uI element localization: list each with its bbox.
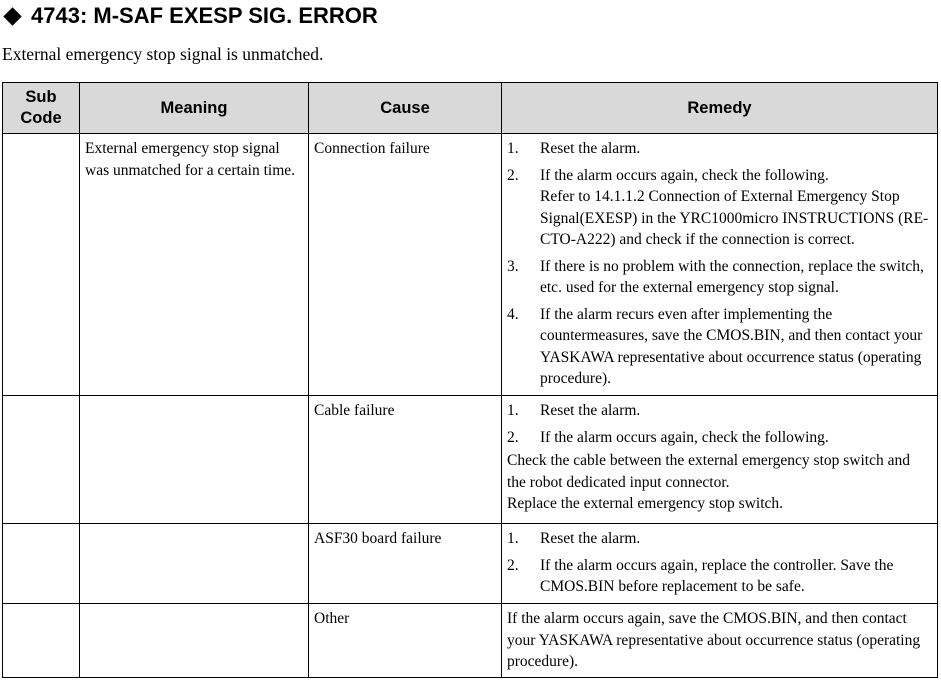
column-header-remedy: Remedy xyxy=(502,83,938,134)
remedy-step: 2. If the alarm occurs again, check the following. xyxy=(507,428,829,446)
remedy-cell xyxy=(502,524,938,604)
remedy-cell xyxy=(502,134,938,396)
remedy-steps xyxy=(507,138,932,390)
remedy-step: 1. Reset the alarm. xyxy=(507,530,641,547)
table-header-row xyxy=(3,83,938,134)
remedy-note: Check the cable between the external emergency stop switch and the robot dedicated input connector. xyxy=(507,452,910,491)
table-row xyxy=(3,604,938,678)
remedy-step: 2. If the alarm occurs again, replace the controller. Save the CMOS.BIN before replacement to be safe. xyxy=(507,556,894,595)
remedy-step: 2. If the alarm occurs again, check the following. Refer to 14.1.1.2 Connection of External Emergency Stop Signal(EXESP) in the YRC1000micro INSTRUCTIONS (RE-CTO-A222) and check if the connection is correct. xyxy=(507,166,929,248)
sub-code-cell xyxy=(3,524,80,604)
alarm-title-text: 4743: M-SAF EXESP SIG. ERROR xyxy=(31,3,378,28)
alarm-title xyxy=(2,2,378,30)
remedy-step: 1. Reset the alarm. xyxy=(507,140,641,157)
remedy-note: If the alarm occurs again, save the CMOS.BIN, and then contact your YASKAWA representative about occurrence status (operating procedure). xyxy=(507,610,921,670)
column-header-cause: Cause xyxy=(309,83,502,134)
remedy-steps xyxy=(507,400,932,448)
table-row xyxy=(3,524,938,604)
cause-cell: ASF30 board failure xyxy=(309,524,502,604)
remedy-cell xyxy=(502,396,938,524)
cause-cell: Connection failure xyxy=(309,134,502,396)
remedy-cell xyxy=(502,604,938,678)
cause-cell: Cable failure xyxy=(309,396,502,524)
column-header-meaning: Meaning xyxy=(80,83,309,134)
cause-cell: Other xyxy=(309,604,502,678)
meaning-cell xyxy=(80,604,309,678)
alarm-table xyxy=(2,82,938,678)
remedy-step: 4. If the alarm recurs even after implementing the countermeasures, save the CMOS.BIN, and then contact your YASKAWA representative about occurrence status (operating procedure). xyxy=(507,305,923,387)
remedy-steps xyxy=(507,528,932,598)
meaning-cell xyxy=(80,524,309,604)
sub-code-cell xyxy=(3,604,80,678)
remedy-note: Replace the external emergency stop switch. xyxy=(507,495,784,512)
sub-code-cell xyxy=(3,396,80,524)
table-row xyxy=(3,134,938,396)
remedy-step: 3. If there is no problem with the connection, replace the switch, etc. used for the external emergency stop signal. xyxy=(507,257,924,296)
table-row xyxy=(3,396,938,524)
remedy-step: 1. Reset the alarm. xyxy=(507,402,641,419)
meaning-cell xyxy=(80,396,309,524)
sub-code-cell xyxy=(3,134,80,396)
meaning-cell: External emergency stop signal was unmatched for a certain time. xyxy=(80,134,309,396)
alarm-description: External emergency stop signal is unmatched. xyxy=(2,44,324,64)
diamond-bullet-icon xyxy=(3,7,21,25)
column-header-sub-code: Sub Code xyxy=(3,83,80,134)
